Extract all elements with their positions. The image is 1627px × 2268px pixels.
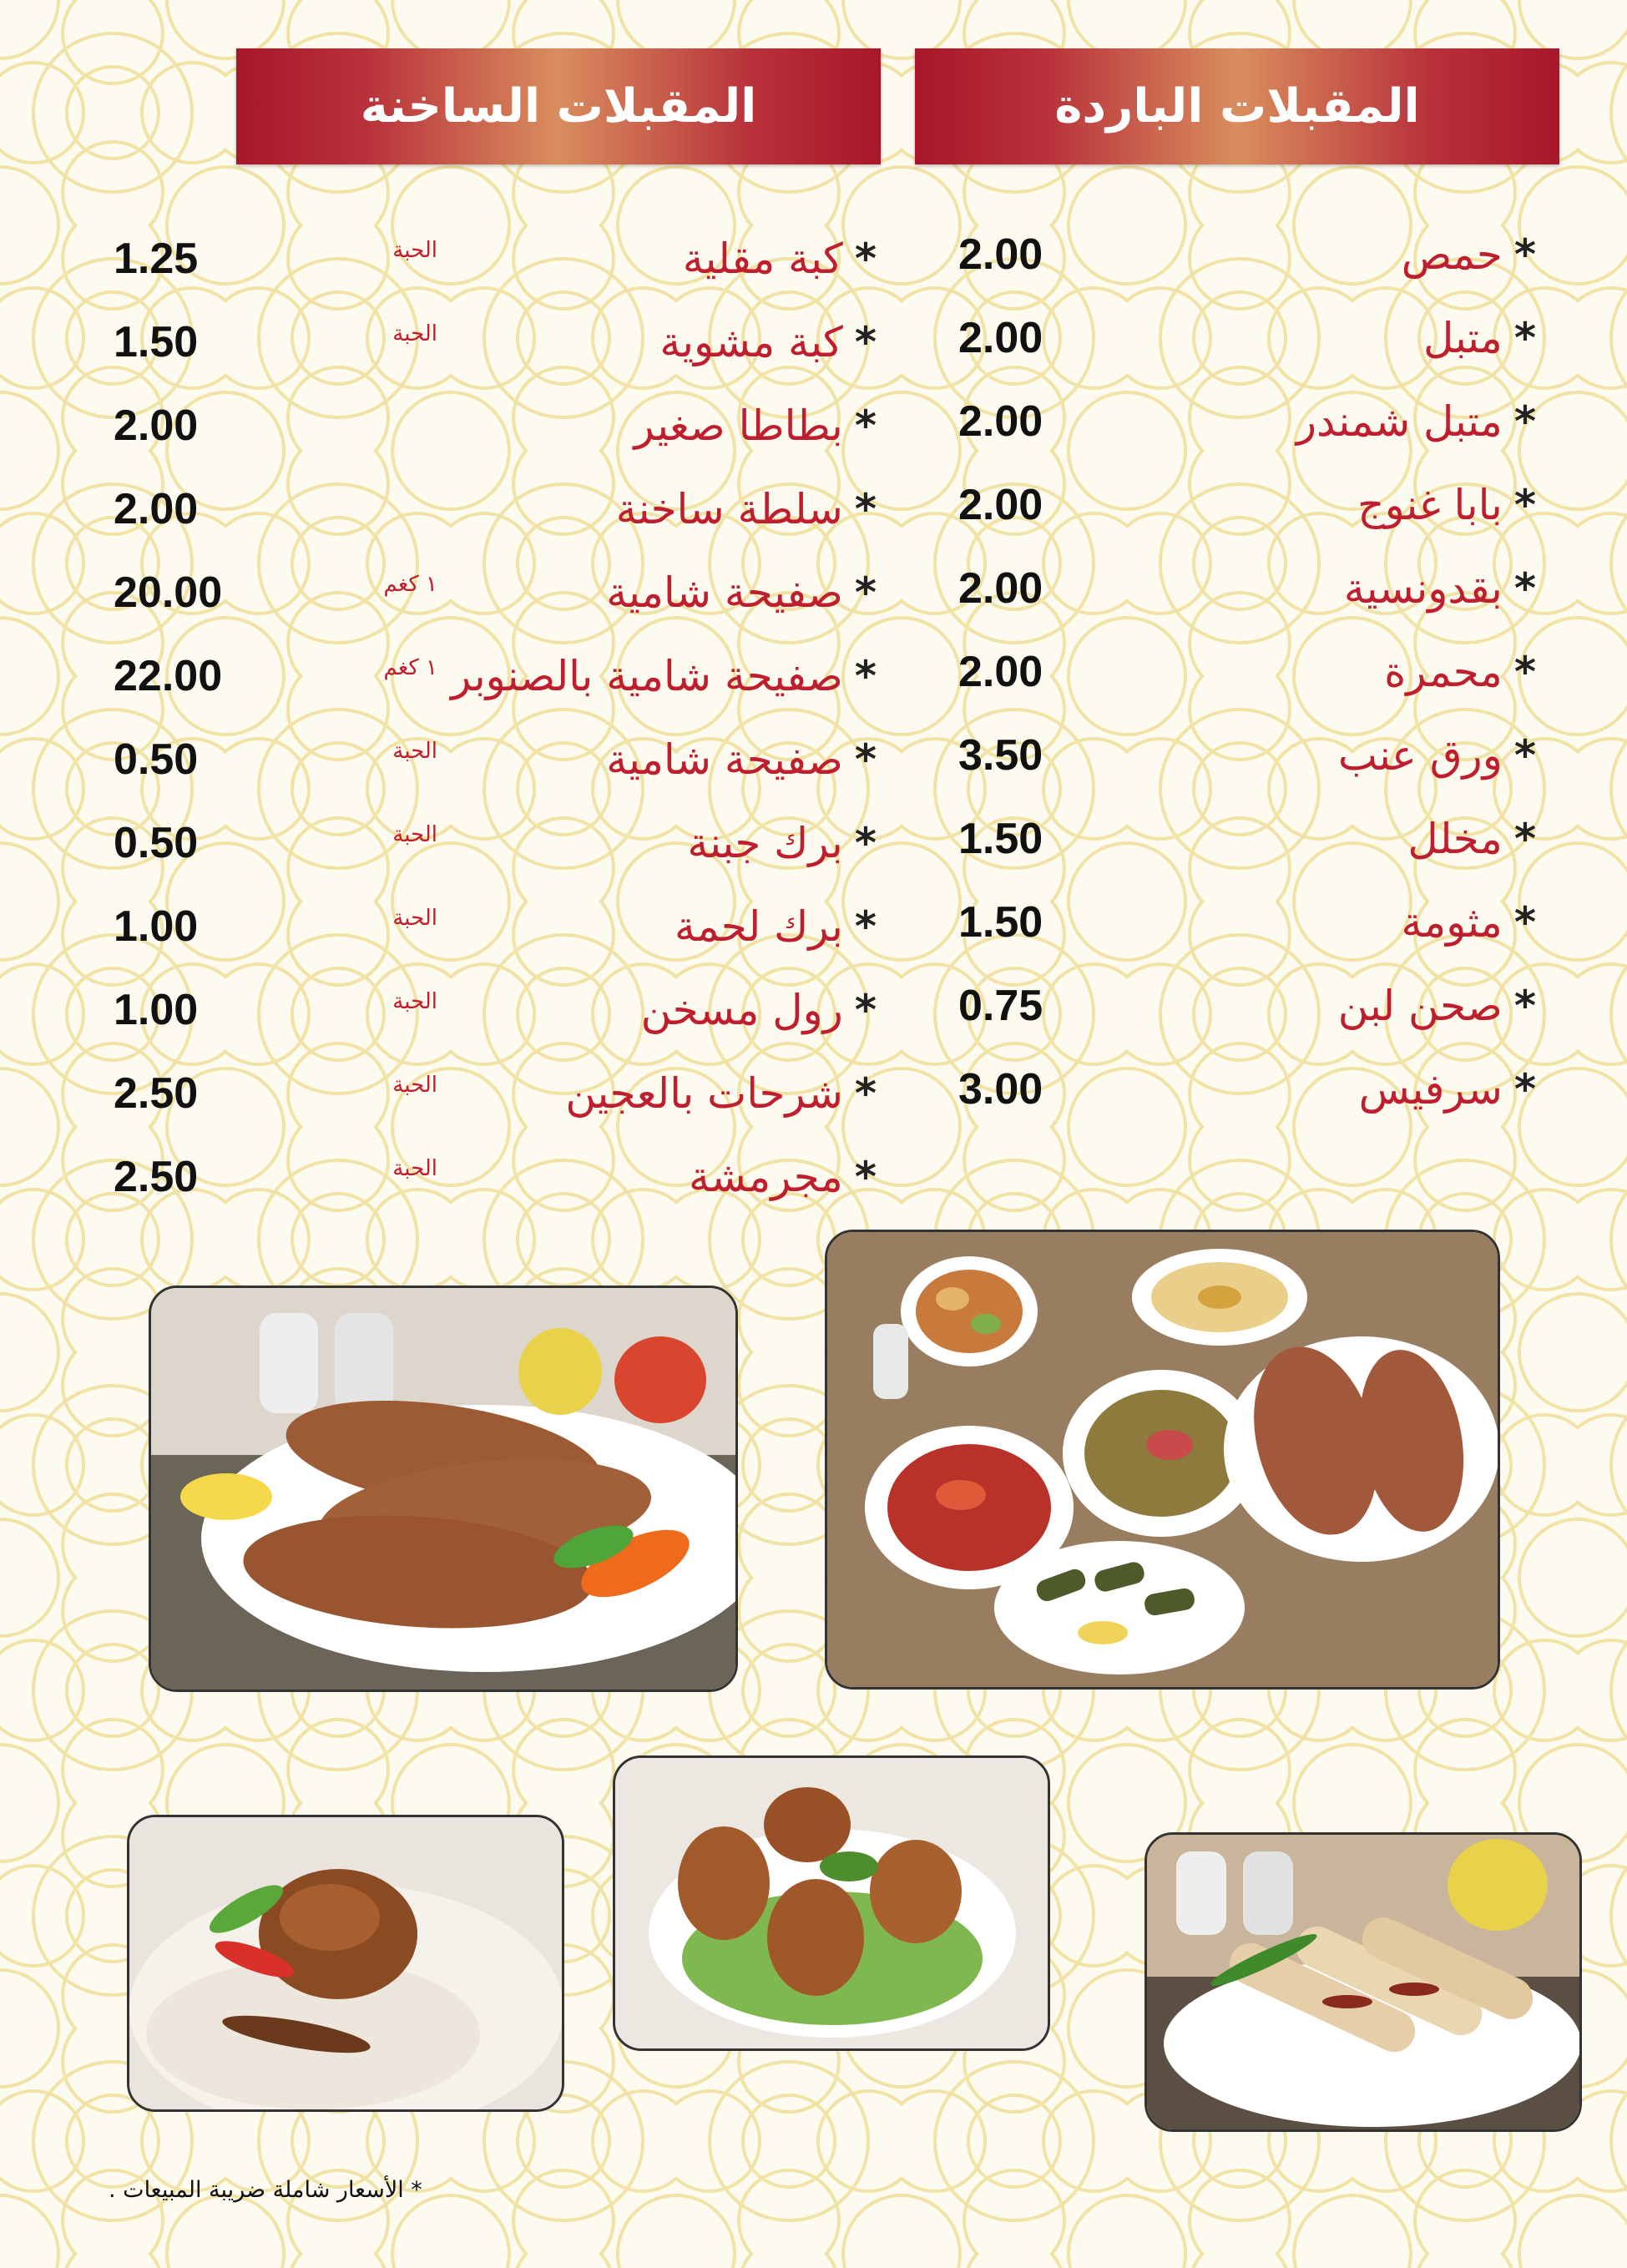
menu-item [918,714,1536,797]
bullet-star: * [854,485,877,533]
item-price: 0.75 [958,982,1043,1030]
item-unit: الحبة [392,1073,437,1098]
lahm-bi-ajeen-photo [149,1286,738,1692]
section-banner-hot-appetizers: المقبلات الساخنة [236,48,881,164]
item-name: *ورق عنب [1337,731,1536,780]
bullet-star: * [1513,314,1536,362]
menu-item [100,217,877,301]
item-name: *مثومة [1401,898,1536,947]
item-name: *مجرمشة [689,1153,877,1201]
bullet-star: * [1513,898,1536,947]
item-price: 2.00 [958,564,1043,613]
item-price: 2.00 [958,314,1043,362]
item-unit: الحبة [392,1156,437,1181]
item-price: 1.50 [114,318,199,366]
bullet-star: * [1513,230,1536,279]
item-name: *صحن لبن [1337,982,1536,1030]
bullet-star: * [854,1069,877,1118]
item-price: 0.50 [114,819,199,867]
item-price: 3.00 [958,1065,1043,1114]
item-unit: ١ كغم [383,572,437,597]
item-name: *رول مسخن [640,986,877,1034]
menu-item [918,964,1536,1048]
bullet-star: * [1513,1065,1536,1114]
bullet-star: * [854,568,877,617]
item-unit: الحبة [392,238,437,263]
menu-item [100,551,877,634]
item-price: 2.00 [114,402,199,450]
tax-inclusive-note: * الأسعار شاملة ضريبة المبيعات . [109,2177,422,2203]
meat-rolls-photo [1144,1832,1582,2132]
item-price: 2.00 [958,397,1043,446]
item-price: 20.00 [114,568,223,617]
item-name: *شرحات بالعجين [565,1069,877,1118]
item-price: 22.00 [114,652,223,700]
menu-item [100,801,877,885]
menu-item [100,1052,877,1135]
menu-item [100,1135,877,1219]
item-name: *سرفيس [1358,1065,1536,1114]
mezze-spread-photo [825,1230,1500,1690]
item-price: 2.50 [114,1069,199,1118]
bullet-star: * [1513,982,1536,1030]
item-name: *برك جبنة [687,819,877,867]
bullet-star: * [854,735,877,784]
item-name: *صفيحة شامية بالصنوبر [451,652,877,700]
item-price: 2.00 [958,648,1043,696]
menu-item [918,463,1536,547]
item-name: *كبة مشوية [659,318,877,366]
bullet-star: * [854,318,877,366]
item-unit: الحبة [392,321,437,346]
bullet-star: * [1513,731,1536,780]
item-unit: الحبة [392,822,437,847]
menu-item [100,718,877,801]
item-price: 1.50 [958,898,1043,947]
menu-item [100,384,877,467]
item-name: *متبل [1423,314,1536,362]
menu-item [100,885,877,968]
bullet-star: * [1513,815,1536,863]
menu-item [918,1048,1536,1131]
item-name: *صفيحة شامية [606,735,877,784]
item-price: 2.50 [114,1153,199,1201]
bullet-star: * [854,402,877,450]
item-name: *محمرة [1384,648,1536,696]
menu-item [918,881,1536,964]
item-price: 3.50 [958,731,1043,780]
item-price: 2.00 [958,230,1043,279]
item-price: 1.50 [958,815,1043,863]
item-price: 2.00 [114,485,199,533]
item-name: *برك لحمة [675,902,877,951]
menu-item [918,797,1536,881]
bullet-star: * [854,902,877,951]
bullet-star: * [1513,648,1536,696]
item-price: 0.50 [114,735,199,784]
cold-appetizers-list [918,213,1536,1131]
bullet-star: * [854,986,877,1034]
menu-item [100,634,877,718]
section-banner-cold-appetizers: المقبلات الباردة [915,48,1559,164]
menu-item [918,213,1536,296]
item-price: 1.00 [114,902,199,951]
bullet-star: * [854,652,877,700]
item-price: 2.00 [958,481,1043,529]
bullet-star: * [1513,397,1536,446]
bullet-star: * [1513,564,1536,613]
item-name: *متبل شمندر [1296,397,1536,446]
item-name: *بابا غنوج [1357,481,1536,529]
item-price: 1.00 [114,986,199,1034]
menu-item [100,467,877,551]
item-name: *بقدونسية [1343,564,1536,613]
item-unit: الحبة [392,989,437,1014]
menu-item [918,547,1536,630]
item-name: *سلطة ساخنة [615,485,877,533]
item-name: *بطاطا صغير [634,402,877,450]
item-unit: الحبة [392,906,437,931]
item-name: *مخلل [1407,815,1536,863]
item-price: 1.25 [114,235,199,283]
menu-item [918,380,1536,463]
item-name: *صفيحة شامية [606,568,877,617]
menu-item [918,630,1536,714]
menu-item [918,296,1536,380]
item-unit: ١ كغم [383,655,437,680]
menu-item [100,301,877,384]
bullet-star: * [854,819,877,867]
bullet-star: * [854,1153,877,1201]
hot-appetizers-list [100,217,877,1219]
item-unit: الحبة [392,739,437,764]
item-name: *كبة مقلية [682,235,877,283]
bullet-star: * [1513,481,1536,529]
menu-item [100,968,877,1052]
bullet-star: * [854,235,877,283]
stuffed-kibbeh-photo [127,1815,564,2112]
fried-kibbeh-photo [613,1755,1050,2051]
item-name: *حمص [1401,230,1536,279]
